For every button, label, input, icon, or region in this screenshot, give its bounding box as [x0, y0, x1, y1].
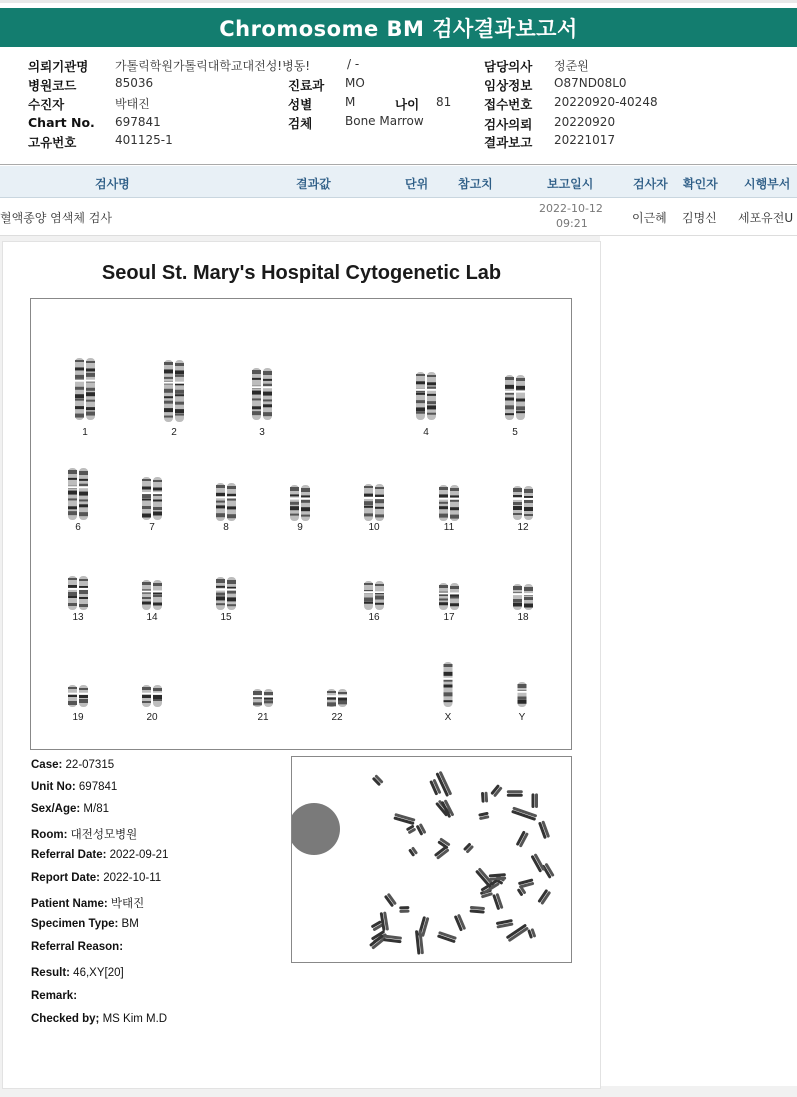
patient-label: 수진자 [28, 97, 65, 112]
metaphase-chromosome [478, 812, 489, 820]
metaphase-chromosome [435, 771, 452, 797]
receipt-label: 접수번호 [484, 97, 533, 112]
unique-value: 401125-1 [115, 133, 173, 147]
case-field-label: Referral Date: [31, 849, 107, 861]
age-value: 81 [436, 95, 452, 109]
institution-value: 가톨릭학원가톨릭대학교대전성!병동! [115, 59, 311, 73]
request-label: 검사의뢰 [484, 117, 533, 132]
case-field-label: Referral Reason: [31, 941, 124, 953]
cell-department: 세포유전U [738, 211, 794, 225]
metaphase-chromosome [393, 813, 415, 825]
case-field [31, 759, 114, 771]
chromosome-label: 8 [223, 522, 229, 533]
chromosome-label: 16 [368, 612, 380, 623]
case-field-label: Remark: [31, 990, 78, 1002]
chromosome-5 [500, 374, 530, 421]
case-field-value: 2022-10-11 [100, 872, 162, 884]
metaphase-chromosome [399, 906, 409, 913]
chart-value: 697841 [115, 115, 161, 129]
chromosome-8 [211, 482, 241, 522]
case-field [31, 1013, 167, 1025]
metaphase-chromosome [383, 935, 402, 944]
chromosome-11 [434, 484, 464, 522]
unique-label: 고유번호 [28, 135, 77, 150]
metaphase-chromosome [437, 931, 457, 943]
chromosome-label: 5 [512, 427, 518, 438]
department-label: 진료과 [288, 78, 325, 93]
metaphase-chromosome [492, 893, 503, 910]
institution-label: 의뢰기관명 [28, 59, 89, 74]
specimen-value: Bone Marrow [345, 114, 424, 128]
table-row[interactable] [0, 198, 797, 236]
metaphase-chromosome [463, 842, 474, 853]
chromosome-9 [285, 484, 315, 522]
cell-tester: 이근혜 [632, 211, 667, 225]
metaphase-chromosome [516, 830, 529, 847]
metaphase-chromosome [416, 823, 427, 836]
chromosome-label: 13 [72, 612, 84, 623]
chromosome-10 [359, 483, 389, 522]
chromosome-label: 1 [82, 427, 88, 438]
clinical-value: O87ND08L0 [554, 76, 627, 90]
chromosome-18 [508, 583, 538, 611]
chromosome-label: 2 [171, 427, 177, 438]
chromosome-14 [137, 579, 167, 611]
chromosome-19 [63, 684, 93, 708]
case-field [31, 941, 123, 953]
metaphase-chromosome [406, 824, 417, 834]
metaphase-chromosome [538, 820, 550, 839]
case-field-value: 22-07315 [62, 759, 115, 771]
col-result[interactable]: 결과값 [296, 177, 331, 191]
report-value: 20221017 [554, 133, 616, 147]
chromosome-label: X [444, 712, 452, 723]
case-field [31, 803, 109, 815]
physician-value: 정준원 [554, 59, 589, 73]
metaphase-chromosome [530, 853, 545, 873]
chromosome-13 [63, 575, 93, 611]
metaphase-chromosome [384, 893, 397, 908]
chromosome-12 [508, 485, 538, 521]
case-field [31, 918, 139, 930]
chromosome-3 [247, 367, 277, 421]
case-field-value: 46,XY[20] [69, 967, 124, 979]
metaphase-chromosome [496, 919, 514, 929]
chromosome-16 [359, 580, 389, 611]
col-reference[interactable]: 참고치 [458, 177, 493, 191]
metaphase-chromosome [506, 924, 529, 943]
age-label: 나이 [395, 97, 420, 112]
col-unit[interactable]: 단위 [405, 177, 429, 191]
metaphase-chromosome [470, 906, 486, 914]
physician-label: 담당의사 [484, 59, 533, 74]
chromosome-label: 22 [331, 712, 343, 723]
col-test-name[interactable]: 검사명 [95, 177, 130, 191]
chromosome-label: 12 [517, 522, 529, 533]
case-field-value: BM [118, 918, 139, 930]
nucleus [292, 803, 340, 855]
cell-confirmer: 김명신 [682, 211, 717, 225]
case-field [31, 967, 124, 979]
metaphase-chromosome [537, 889, 551, 905]
hospital-code-label: 병원코드 [28, 78, 77, 93]
chromosome-label: 9 [297, 522, 303, 533]
chromosome-label: 21 [257, 712, 269, 723]
case-field [31, 826, 137, 842]
case-field-label: Report Date: [31, 872, 101, 884]
chromosome-label: Y [518, 712, 526, 723]
metaphase-chromosome [517, 886, 527, 896]
metaphase-chromosome [380, 911, 389, 931]
col-confirmer[interactable]: 확인자 [683, 177, 718, 191]
clinical-label: 임상정보 [484, 78, 533, 93]
chromosome-15 [211, 576, 241, 611]
case-field-value: 697841 [75, 781, 118, 793]
metaphase-image [291, 756, 572, 963]
case-field-label: Checked by; [31, 1013, 100, 1025]
metaphase-chromosome [541, 863, 554, 879]
case-field-value: 박태진 [107, 898, 145, 910]
case-field-label: Room: [31, 829, 68, 841]
chart-label: Chart No. [28, 115, 95, 130]
karyogram [30, 298, 572, 750]
chromosome-label: 7 [149, 522, 155, 533]
chromosome-label: 19 [72, 712, 84, 723]
col-department[interactable]: 시행부서 [744, 177, 791, 191]
metaphase-chromosome [511, 807, 537, 821]
metaphase-chromosome [481, 792, 488, 803]
case-field [31, 872, 161, 884]
blank-panel [600, 236, 797, 1086]
chromosome-22 [322, 688, 352, 708]
cell-test-name: 혈액종양 염색체 검사 [0, 211, 112, 225]
chromosome-6 [63, 467, 93, 521]
chromosome-17 [434, 582, 464, 611]
chromosome-label: 20 [146, 712, 158, 723]
patient-value: 박태진 [115, 97, 150, 111]
lab-title: Seoul St. Mary's Hospital Cytogenetic Lab [101, 262, 502, 284]
case-field [31, 849, 168, 861]
metaphase-chromosome [532, 793, 539, 808]
cell-report-date: 2022-10-12 [539, 202, 603, 215]
chromosome-20 [137, 684, 167, 708]
case-field-label: Patient Name: [31, 898, 108, 910]
metaphase-chromosome [518, 878, 535, 888]
case-field-value: MS Kim M.D [99, 1013, 168, 1025]
case-field-label: Unit No: [31, 781, 76, 793]
case-field [31, 990, 77, 1002]
top-border [0, 0, 797, 3]
case-field-label: Case: [31, 759, 63, 771]
chromosome-label: 11 [443, 522, 455, 533]
chromosome-2 [159, 359, 189, 423]
case-field-label: Specimen Type: [31, 918, 119, 930]
chromosome-4 [411, 371, 441, 421]
case-field [31, 895, 144, 911]
metaphase-chromosome [408, 846, 418, 856]
specimen-label: 검체 [288, 116, 313, 131]
chromosome-label: 6 [75, 522, 81, 533]
case-field-value: 대전성모병원 [67, 829, 138, 841]
cell-report-time: 09:21 [556, 217, 588, 230]
ward-value: / - [347, 57, 360, 71]
col-report-date[interactable]: 보고일시 [547, 177, 594, 191]
receipt-value: 20220920-40248 [554, 95, 658, 109]
chromosome-1 [70, 357, 100, 421]
chromosome-7 [137, 476, 167, 521]
page-title: Chromosome BM 검사결과보고서 [0, 8, 797, 47]
metaphase-chromosome [490, 784, 503, 797]
department-value: MO [345, 76, 365, 90]
sex-value: M [345, 95, 356, 109]
metaphase-chromosome [507, 790, 523, 797]
chromosome-label: 14 [146, 612, 158, 623]
chromosome-label: 17 [443, 612, 455, 623]
chromosome-label: 3 [259, 427, 265, 438]
case-field-label: Result: [31, 967, 70, 979]
chromosome-X [440, 661, 456, 708]
case-field [31, 781, 117, 793]
hospital-code-value: 85036 [115, 76, 154, 90]
karyotype-report [2, 241, 601, 1089]
case-field-value: 2022-09-21 [106, 849, 169, 861]
chromosome-label: 10 [368, 522, 380, 533]
chromosome-21 [248, 688, 278, 708]
sex-label: 성별 [288, 97, 313, 112]
case-field-label: Sex/Age: [31, 803, 81, 815]
metaphase-chromosome [527, 928, 536, 939]
chromosome-label: 18 [517, 612, 529, 623]
metaphase-chromosome [372, 774, 384, 786]
divider [0, 164, 797, 165]
results-table-header [0, 166, 797, 198]
chromosome-label: 15 [220, 612, 232, 623]
metaphase-spread [292, 757, 571, 962]
report-label: 결과보고 [484, 135, 533, 150]
metaphase-chromosome [454, 914, 466, 932]
case-field-value: M/81 [80, 803, 109, 815]
chromosome-label: 4 [423, 427, 429, 438]
request-value: 20220920 [554, 115, 616, 129]
chromosome-Y [514, 681, 530, 708]
col-tester[interactable]: 검사자 [633, 177, 668, 191]
